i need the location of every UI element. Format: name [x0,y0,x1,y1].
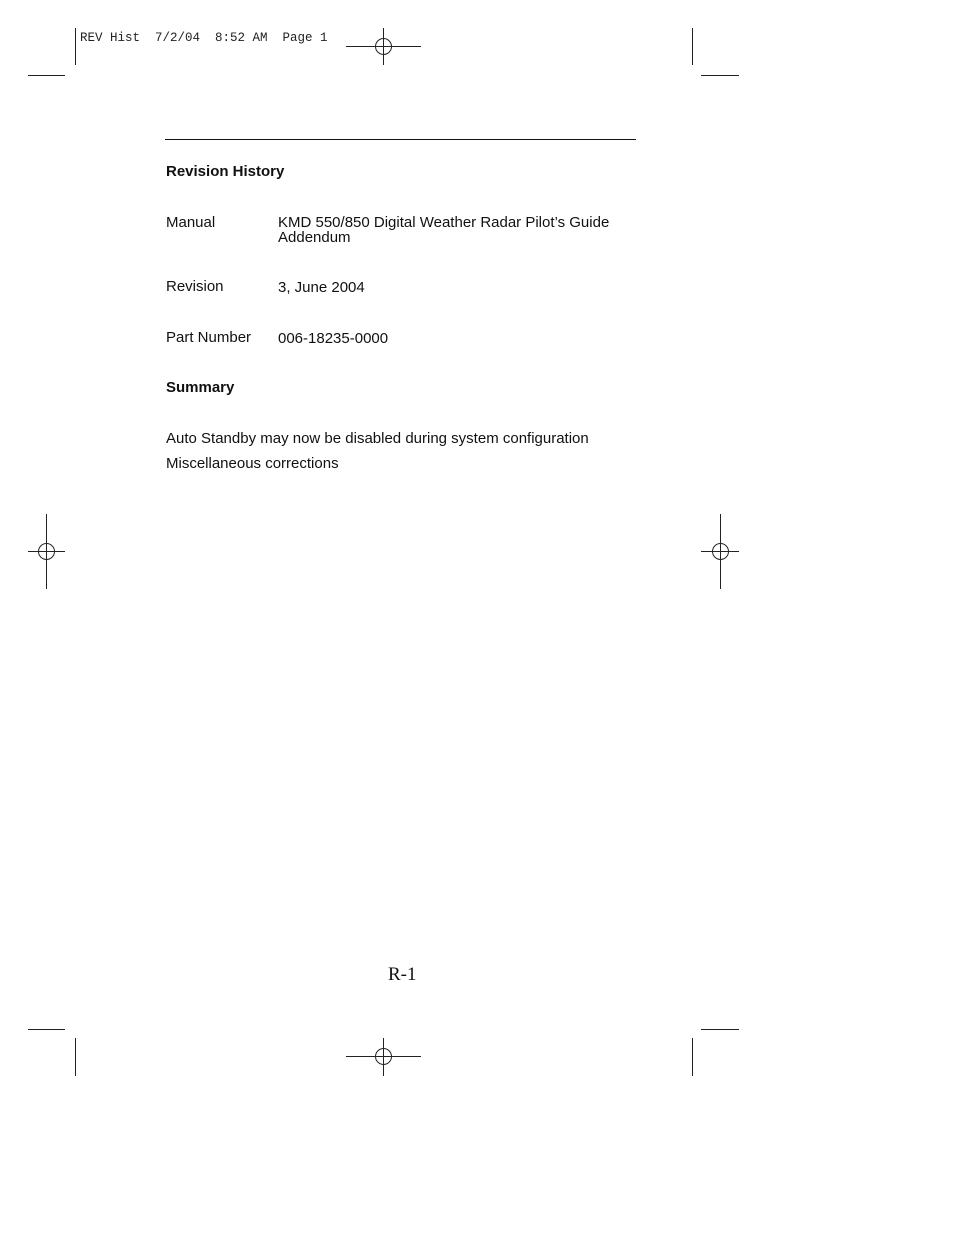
manual-value [278,215,638,245]
header-rule [165,139,636,140]
registration-mark-left-circle [38,543,55,560]
summary-item-auto-standby: Auto Standby may now be disabled during system configuration [166,430,589,447]
crop-mark-top-right-horizontal [701,75,739,76]
crop-mark-bottom-left-vertical [75,1038,76,1076]
summary-heading: Summary [166,379,235,396]
print-slug: REV Hist 7/2/04 8:52 AM Page 1 [80,31,328,45]
manual-value-line-1: KMD 550/850 Digital Weather Radar Pilot’s Guide [278,214,610,231]
page-number: R-1 [388,964,417,985]
registration-mark-right-circle [712,543,729,560]
manual-label: Manual [166,214,216,231]
crop-mark-bottom-left-horizontal [28,1029,65,1030]
crop-mark-top-left-horizontal [28,75,65,76]
revision-label: Revision [166,278,224,295]
crop-mark-top-left-vertical [75,28,76,65]
part-number-value: 006-18235-0000 [278,330,389,347]
crop-mark-top-right-vertical [692,28,693,65]
revision-history-heading: Revision History [166,163,285,180]
manual-value-line-2: Addendum [278,229,351,246]
revision-value: 3, June 2004 [278,279,365,296]
registration-mark-bottom-circle [375,1048,392,1065]
crop-mark-bottom-right-vertical [692,1038,693,1076]
crop-mark-bottom-right-horizontal [701,1029,739,1030]
registration-mark-top-circle [375,38,392,55]
summary-item-corrections: Miscellaneous corrections [166,455,339,472]
part-number-label: Part Number [166,329,252,346]
